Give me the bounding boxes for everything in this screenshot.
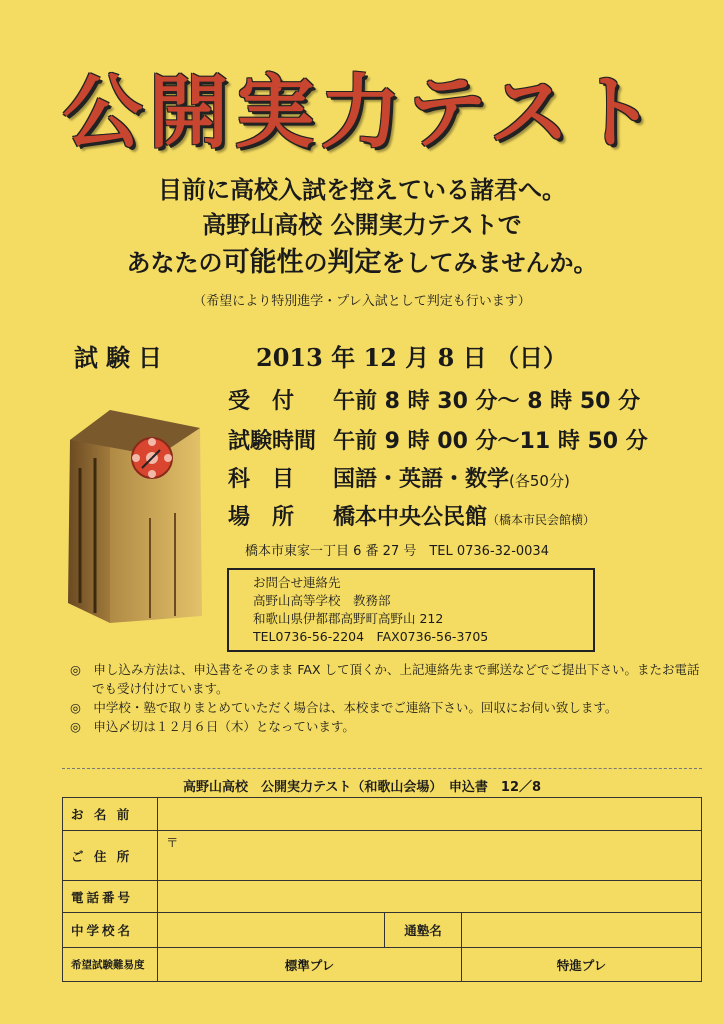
form-row-school — [63, 913, 702, 948]
reception-label: 受 付 — [228, 389, 295, 414]
note-deadline: ◎ 申込〆切は１２月６日（木）となっています。 — [70, 719, 355, 734]
intro-line-3-mid: の — [303, 249, 328, 277]
form-title: 高野山高校 公開実力テスト（和歌山会場） 申込書 12／8 — [182, 780, 542, 795]
contact-address: 和歌山県伊都郡高野町高野山 212 — [253, 611, 444, 626]
intro-line-3-post: をしてみませんか。 — [381, 249, 598, 277]
venue-name: 橋本中央公民館 — [333, 505, 488, 530]
page-title: 公開実力テスト — [62, 66, 662, 159]
venue-note: （橋本市民会館横） — [487, 513, 596, 527]
contact-office: 高野山高等学校 教務部 — [253, 593, 391, 608]
exam-date-label: 試験日 — [74, 344, 170, 372]
venue-address: 橋本市東家一丁目 6 番 27 号 TEL 0736-32-0034 — [245, 544, 549, 559]
form-row-name — [63, 798, 702, 831]
intro-line-2: 高野山高校 公開実力テストで — [202, 211, 522, 239]
exam-time: 午前 9 時 00 分～11 時 50 分 — [333, 429, 648, 454]
phone-field[interactable] — [158, 881, 702, 913]
contact-heading: お問合せ連絡先 — [253, 575, 341, 590]
form-row-address — [63, 831, 702, 881]
option-advanced[interactable]: 特進プレ — [462, 948, 702, 982]
school-field[interactable] — [158, 913, 385, 948]
form-row-difficulty — [63, 948, 702, 982]
name-label: お 名 前 — [63, 798, 158, 831]
postal-mark: 〒 — [166, 835, 179, 850]
form-row-phone — [63, 881, 702, 913]
difficulty-label: 希望試験難易度 — [63, 948, 158, 982]
intro-line-3-pre: あなたの — [126, 249, 223, 277]
venue — [333, 500, 595, 531]
exam-date: 2013 年 12 月 8 日 （日） — [256, 343, 568, 372]
cut-line — [62, 768, 702, 769]
subjects-value: 国語・英語・数学 — [333, 467, 510, 492]
address-field[interactable] — [158, 831, 702, 881]
clock-tower-illustration — [50, 398, 222, 630]
intro-emphasis-judgement: 判定 — [327, 247, 382, 278]
contact-box — [227, 568, 595, 652]
venue-label: 場 所 — [228, 505, 295, 530]
cram-label: 通塾名 — [385, 913, 462, 948]
reception-time: 午前 8 時 30 分～ 8 時 50 分 — [333, 389, 641, 414]
exam-time-label: 試験時間 — [228, 429, 317, 454]
school-label: 中学校名 — [63, 913, 158, 948]
intro-line-1: 目前に高校入試を控えている諸君へ。 — [158, 176, 566, 204]
subjects — [333, 462, 570, 493]
note-application-method: ◎ 申し込み方法は、申込書をそのまま FAX して頂くか、上記連絡先まで郵送などでご提出下さい。またお電話でも受け付けています。 — [70, 662, 700, 696]
phone-label: 電話番号 — [63, 881, 158, 913]
subjects-duration: (各50分) — [509, 472, 570, 490]
intro-emphasis-possibility: 可能性 — [222, 247, 304, 278]
notes — [70, 660, 700, 736]
subjects-label: 科 目 — [228, 467, 295, 492]
name-field[interactable] — [158, 798, 702, 831]
note-group-application: ◎ 中学校・塾で取りまとめていただく場合は、本校までご連絡下さい。回収にお伺い致します。 — [70, 700, 618, 715]
cram-field[interactable] — [462, 913, 702, 948]
application-form — [62, 797, 702, 982]
option-standard[interactable]: 標準プレ — [158, 948, 462, 982]
clock-face — [132, 438, 172, 478]
contact-phone-fax: TEL0736-56-2204 FAX0736-56-3705 — [253, 629, 489, 644]
address-label: ご 住 所 — [63, 831, 158, 881]
intro-line-3 — [0, 240, 724, 279]
intro-note: （希望により特別進学・プレ入試として判定も行います） — [193, 294, 531, 309]
